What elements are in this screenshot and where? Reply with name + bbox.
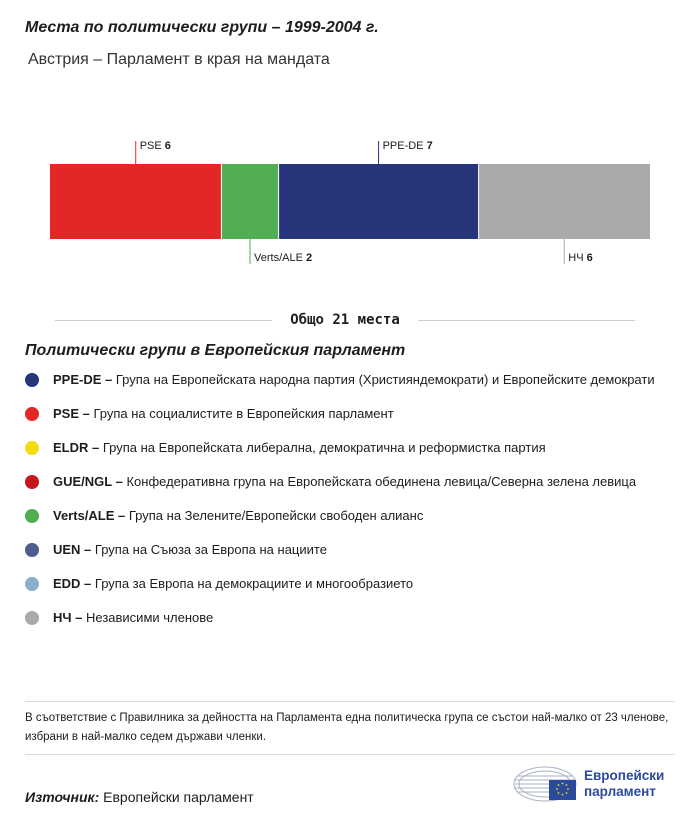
- chart-title: Места по политически групи – 1999-2004 г.: [25, 19, 379, 36]
- legend-item: [25, 405, 665, 423]
- series-name: НЧ: [568, 252, 587, 264]
- source-label: Източник:: [25, 789, 100, 805]
- legend-text: Група за Европа на демокрациите и многообразието: [91, 576, 414, 591]
- series-name: Verts/ALE: [254, 252, 306, 264]
- legend-dot-icon: [25, 441, 39, 455]
- stacked-bar-chart: [0, 130, 700, 280]
- legend-title: Политически групи в Европейския парламент: [25, 342, 406, 359]
- divider-line-left: [55, 320, 272, 321]
- legend-abbr: GUE/NGL –: [53, 474, 123, 489]
- bar-segment: [50, 164, 221, 239]
- bar-segment: [279, 164, 479, 239]
- legend-dot-icon: [25, 509, 39, 523]
- legend-item: [25, 371, 665, 389]
- legend-dot-icon: [25, 407, 39, 421]
- logo-text: [584, 768, 664, 800]
- legend-dot-icon: [25, 611, 39, 625]
- total-seats-row: [55, 312, 635, 328]
- series-value: 2: [305, 252, 313, 264]
- legend-list: [25, 371, 665, 643]
- bar-segment: [221, 164, 278, 239]
- data-label: [140, 140, 171, 152]
- logo-text-line2: парламент: [584, 784, 656, 799]
- legend-item: [25, 541, 665, 559]
- legend-item: [25, 439, 665, 457]
- legend-dot-icon: [25, 577, 39, 591]
- legend-dot-icon: [25, 475, 39, 489]
- legend-item: [25, 507, 665, 525]
- legend-item: [25, 575, 665, 593]
- legend-text: Група на Съюза за Европа на нациите: [91, 542, 327, 557]
- legend-item: [25, 473, 665, 491]
- parliament-emblem-icon: [513, 764, 578, 804]
- series-value: 7: [426, 140, 433, 152]
- legend-text: Конфедеративна група на Европейската обединена левица/Северна зелена левица: [122, 474, 637, 489]
- bar-segment: [479, 164, 650, 239]
- series-name: PSE: [139, 140, 165, 152]
- legend-dot-icon: [25, 543, 39, 557]
- legend-text: Група на Зелените/Европейски свободен алианс: [125, 508, 424, 523]
- legend-text: Независими членове: [82, 610, 214, 625]
- legend-dot-icon: [25, 373, 39, 387]
- separator-top: [25, 701, 675, 702]
- legend-abbr: НЧ –: [53, 610, 83, 625]
- series-value: 6: [164, 140, 171, 152]
- legend-text: Група на Европейската либерална, демократична и реформистка партия: [99, 440, 546, 455]
- legend-item: [25, 609, 665, 627]
- separator-bottom: [25, 754, 675, 755]
- legend-abbr: UEN –: [53, 542, 92, 557]
- logo-text-line1: Европейски: [584, 768, 665, 783]
- source-value: Европейски парламент: [99, 789, 254, 805]
- legend-abbr: EDD –: [53, 576, 92, 591]
- data-label: [254, 252, 312, 264]
- series-value: 6: [586, 252, 593, 264]
- footnote: В съответствие с Правилника за дейността на Парламента една политическа група се състои най-малко от 23 членове, избрани в най-малко седем държави членки.: [25, 712, 669, 743]
- legend-abbr: ELDR –: [53, 440, 100, 455]
- total-seats: Общо 21 места: [290, 312, 400, 328]
- divider-line-right: [418, 320, 635, 321]
- ep-logo: [513, 764, 688, 804]
- series-name: PPE-DE: [382, 140, 427, 152]
- legend-abbr: PPE-DE –: [53, 372, 113, 387]
- legend-text: Група на социалистите в Европейския парламент: [89, 406, 394, 421]
- source: [25, 789, 254, 805]
- chart-subtitle: Австрия – Парламент в края на мандата: [28, 51, 330, 68]
- legend-text: Група на Европейската народна партия (Християндемократи) и Европейските демократи: [112, 372, 655, 387]
- data-label: [383, 140, 433, 152]
- data-label: [568, 252, 592, 264]
- legend-abbr: Verts/ALE –: [53, 508, 126, 523]
- legend-abbr: PSE –: [53, 406, 90, 421]
